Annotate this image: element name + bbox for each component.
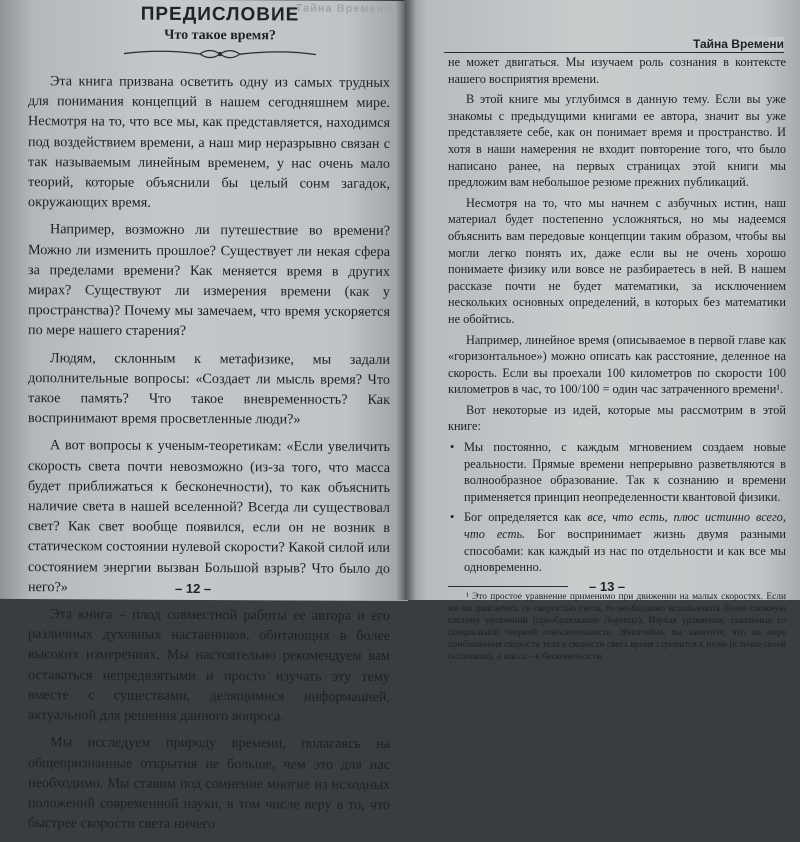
running-header: Тайна Времени (685, 37, 784, 51)
running-header-rule (444, 38, 784, 53)
chapter-subtitle: Что такое время? (164, 27, 276, 44)
page-number-left: – 12 – (175, 580, 212, 597)
chapter-title: ПРЕДИСЛОВИЕ (140, 3, 300, 26)
paragraph: В этой книге мы углубимся в данную тему. Если вы уже знакомы с предыдущими книгами ее автора, значит вы уже представляете себе, как он понимает время и пространство. И хотя в наши намерения не входит повторение того, что было написано ранее, на первых страницах этой книги мы предложим вам небольшое резюме прежних публикаций. (448, 92, 786, 190)
footnote: ¹ Это простое уравнение применимо при движении на малых скоростях. Если же вы двигаетесь со скоростью света, то необходимо использовать более сложную систему уравнений (преобразование Лоренца). Изучая уравнения, связанные со специальной теорией относительности Эйнштейна, вы заметите, что по мере приближения скорости тела к скорости света время стремится к нулю (к точке своей остановки), а масса – к бесконечности. (448, 591, 786, 662)
paragraph: Несмотря на то, что мы начнем с азбучных истин, наш материал будет постепенно усложняться, но мы надеемся объяснить вам передовые концепции таким образом, чтобы вы могли легко понять их, даже если вы не очень хорошо понимаете физику или вовсе не разбираетесь в ней. В нашем рассказе почти не будет математики, за исключением нескольких основных определений, в которых без математики не обойтись. (448, 195, 786, 326)
ideas-list (448, 439, 786, 576)
right-page-body (448, 54, 786, 667)
paragraph: А вот вопросы к ученым-теоретикам: «Если увеличить скорость света почти невозможно (из-за того, что масса будет приближаться к бесконечности), то как объяснить наличие света в нашей вселенной? Всегда ли существовал свет? Как свет вообще появился, если он не возник в статическом состоянии нулевой скорости? Какой силой или состоянием энергии вызван Большой взрыв? Что было до него?» (28, 437, 390, 596)
bullet-italic: все, что есть, плюс истинно всего, что есть. (464, 510, 786, 542)
paragraph: Например, линейное время (описываемое в первой главе как «горизонтальное») можно описать как расстояние, деленное на скорость. Если вы проехали 100 километров по скорости 100 километров в час, то 100/100 = один час затраченного времени¹. (448, 332, 786, 397)
left-page-body (28, 71, 390, 842)
paragraph: Мы исследуем природу времени, полагаясь на общепризнанные открытия не больше, чем это для нас необходимо. Мы ставим под сомнение многие из исходных положений современной науки, в том числе веру в то, что быстрее скорости света ничего (28, 734, 390, 833)
paragraph: Эта книга призвана осветить одну из самых трудных для понимания концепций в нашем сегодняшнем мире. Несмотря на то, что все мы, как представляется, находимся под воздействием времени, а наш мир неразрывно связан с так называемым линейным временем, у нас очень мало теорий, которые объяснили бы целый сонм загадок, окружающих время. (28, 73, 390, 211)
paragraph: Людям, склонным к метафизике, мы задали дополнительные вопросы: «Создает ли мысль время? Что такое память? Что такое вневременность? Как воспринимают время просветленные люди?» (28, 349, 390, 428)
footnote-divider (448, 586, 568, 587)
paragraph-continued: не может двигаться. Мы изучаем роль сознания в контексте нашего восприятия времени. (448, 55, 786, 86)
book-gutter (396, 0, 416, 600)
page-number-right: – 13 – (589, 579, 626, 594)
paragraph: Вот некоторые из идей, которые мы рассмотрим в этой книге: (448, 402, 786, 434)
show-through-header: Тайна Времени (295, 2, 392, 15)
paragraph: Эта книга – плод совместной работы ее автора и его различных духовных наставников, обитающих в более высоких измерениях. Мы настоятельно рекомендуем вам оставаться непредвзятыми и просто изучать эту тему вместе с существами, делящимися информацией, актуальной для решения данного вопроса. (28, 606, 390, 725)
bullet-text: Бог воспринимает жизнь двумя разными способами: как каждый из нас по отдельности и как все мы одновременно. (464, 527, 787, 575)
right-page (404, 0, 800, 662)
bullet-text: Бог определяется как (464, 510, 588, 525)
paragraph: Например, возможно ли путешествие во времени? Можно ли изменить прошлое? Существует ли некая сфера за пределами времени? Как меняется время в других мирах? Существуют ли измерения времени (как у пространства)? Почему мы замечаем, что время ускоряется по мере нашего старения? (28, 221, 390, 340)
ornament-divider-icon (120, 47, 320, 62)
list-item: • Мы постоянно, с каждым мгновением создаем новые реальности. Прямые времени непрерывно разветвляются в волнообразное образование. Так к сознанию и времени применяется принцип неопределенности квантовой физики. (448, 439, 786, 505)
list-item (448, 509, 786, 575)
